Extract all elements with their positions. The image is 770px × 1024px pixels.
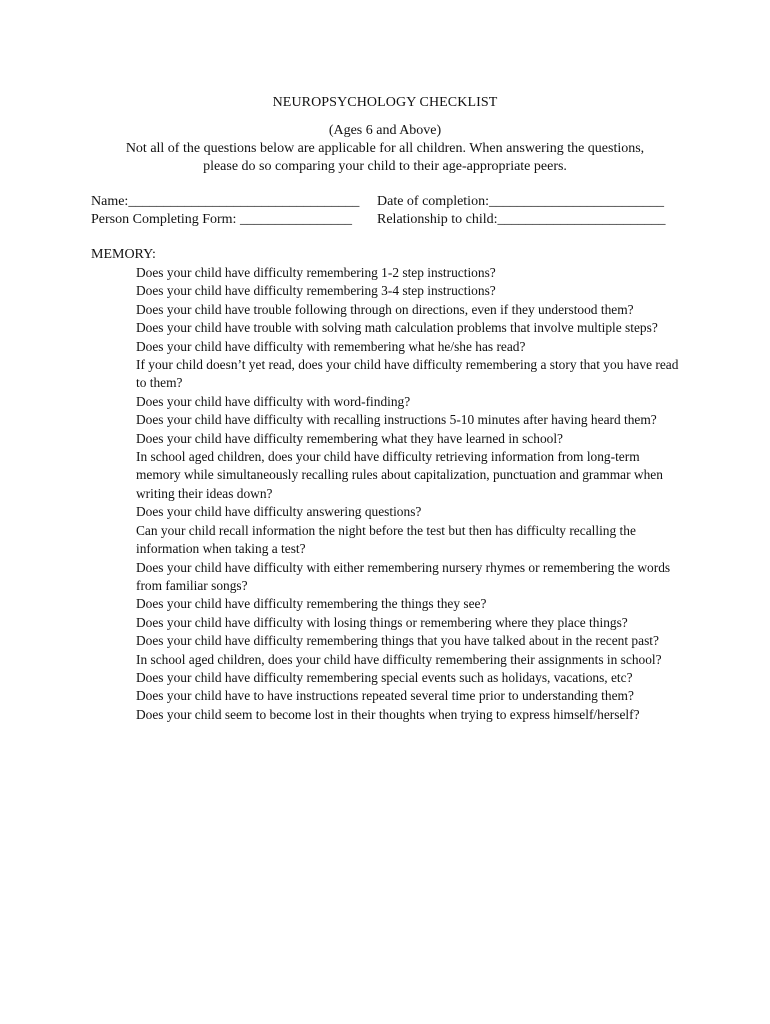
document-title: NEUROPSYCHOLOGY CHECKLIST xyxy=(272,95,498,110)
instructions-line-2: please do so comparing your child to their age-appropriate peers. xyxy=(203,159,567,174)
question-item: Does your child seem to become lost in their thoughts when trying to express himself/herself? xyxy=(136,706,640,722)
question-item: Does your child have difficulty answering questions? xyxy=(136,504,422,520)
relationship-field[interactable]: Relationship to child:________________________ xyxy=(377,212,666,227)
question-item: Does your child have trouble with solving math calculation problems that involve multiple steps? xyxy=(136,320,658,336)
field-row-2 xyxy=(91,211,691,229)
question-item: Does your child have difficulty with remembering what he/she has read? xyxy=(136,338,526,354)
question-item: Does your child have difficulty remembering 3-4 step instructions? xyxy=(136,283,496,299)
name-field[interactable]: Name:_________________________________ xyxy=(91,194,360,209)
question-item: Does your child have difficulty remembering what they have learned in school? xyxy=(136,430,563,446)
question-item: If your child doesn’t yet read, does your child have difficulty remembering a story that you have read to them? xyxy=(136,357,679,391)
question-item: Does your child have difficulty remembering the things they see? xyxy=(136,596,487,612)
instructions-line-1: Not all of the questions below are applicable for all children. When answering the questions, xyxy=(125,141,645,156)
question-item: Can your child recall information the night before the test but then has difficulty recalling the information when taking a test? xyxy=(136,522,636,557)
question-item: Does your child have difficulty with either remembering nursery rhymes or remembering the words from familiar songs? xyxy=(136,559,671,593)
question-item: Does your child have to have instructions repeated several time prior to understanding them? xyxy=(136,688,634,704)
section-heading-memory: MEMORY: xyxy=(91,247,156,262)
question-item: In school aged children, does your child have difficulty retrieving information from long-term memory while simultaneously recalling rules about capitalization, punctuation and grammar when writing their ideas down? xyxy=(136,449,663,501)
question-list xyxy=(136,264,684,724)
intro-block xyxy=(90,122,680,176)
question-item: Does your child have difficulty remembering special events such as holidays, vacations, etc? xyxy=(136,669,633,685)
form-fields xyxy=(91,193,691,229)
question-item: Does your child have difficulty remembering things that you have talked about in the recent past? xyxy=(136,633,659,649)
question-item: In school aged children, does your child have difficulty remembering their assignments in school? xyxy=(136,651,662,667)
field-row-1 xyxy=(91,193,691,211)
age-range-note: (Ages 6 and Above) xyxy=(328,123,442,138)
question-item: Does your child have difficulty remembering 1-2 step instructions? xyxy=(136,265,496,280)
date-of-completion-field[interactable]: Date of completion:_________________________ xyxy=(377,194,664,209)
question-item: Does your child have difficulty with losing things or remembering where they place things? xyxy=(136,614,628,630)
question-item: Does your child have difficulty with recalling instructions 5-10 minutes after having heard them? xyxy=(136,412,657,428)
person-completing-field[interactable]: Person Completing Form: ________________ xyxy=(91,212,352,227)
question-item: Does your child have trouble following through on directions, even if they understood them? xyxy=(136,301,634,317)
question-item: Does your child have difficulty with word-finding? xyxy=(136,393,411,409)
